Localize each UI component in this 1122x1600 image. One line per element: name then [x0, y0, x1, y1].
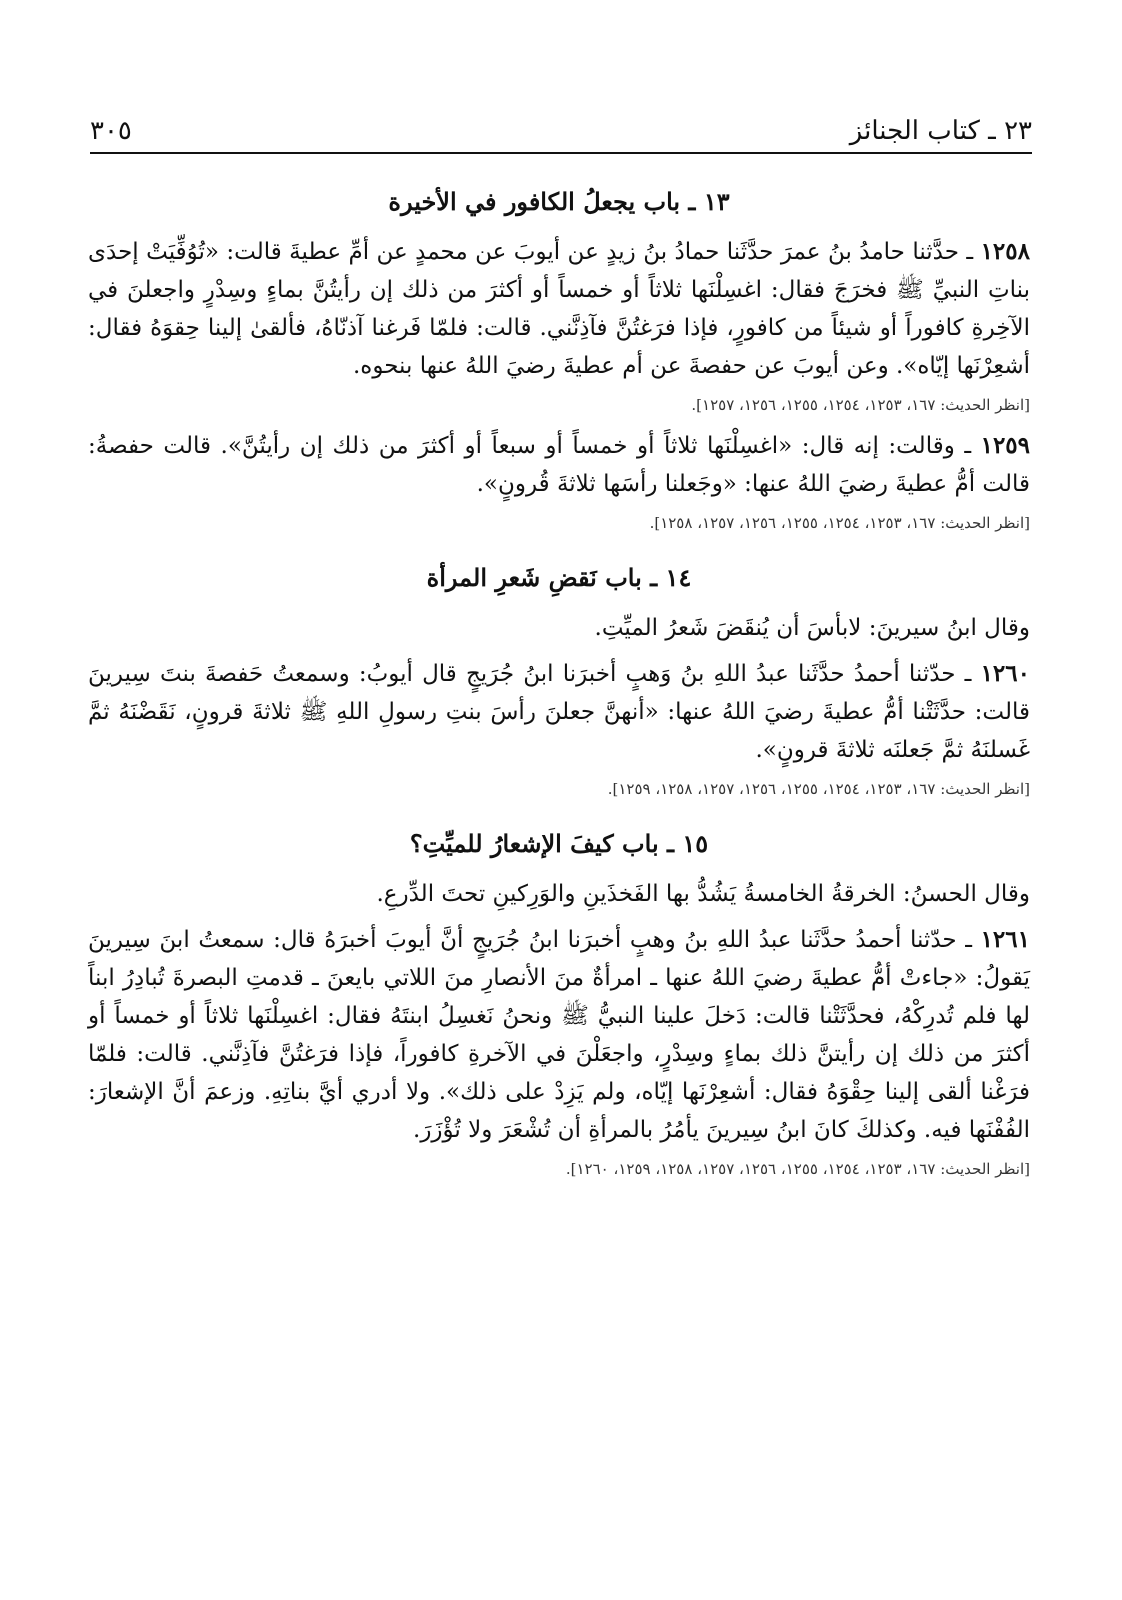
hadith-number: ١٢٥٨ [980, 238, 1030, 265]
hadith-1258 [88, 233, 1030, 385]
running-header [90, 100, 1032, 154]
hadith-text: ـ حدّثنا أحمدُ حدَّثَنا عبدُ اللهِ بنُ وهبٍ أخبرَنا ابنُ جُرَيجٍ أنَّ أيوبَ أخبرَهُ قال: سمعتُ ابنَ سِيرينَ يَقولُ: «جاءتْ أمُّ عطيةَ رضيَ اللهُ عنها ـ امرأةٌ منَ الأنصارِ منَ اللاتي بايعنَ ـ قدمتِ البصرةَ تُبادِرُ ابناً لها فلم تُدرِكْهُ، فحدَّثَتْنا قالت: دَخلَ علينا النبيُّ ﷺ ونحنُ نَغسِلُ ابنتَهُ فقال: اغسِلْنَها ثلاثاً أو خمساً أو أكثرَ من ذلك إن رأيتنَّ ذلك بماءٍ وسِدْرٍ، واجعَلْنَ في الآخرةِ كافوراً، فإذا فرَغتُنَّ فآذِنَّني. قالت: فلمّا فرَغْنا ألقى إلينا حِقْوَهُ فقال: أشعِرْنَها إيّاه، ولم يَزِدْ على ذلك». ولا أدري أيَّ بناتِهِ. وزعمَ أنَّ الإشعارَ: الفُفْنَها فيه. وكذلكَ كانَ ابنُ سِيرينَ يأمُرُ بالمرأةِ أن تُشْعَرَ ولا تُؤْزَرَ. [88, 927, 1030, 1143]
section-heading-15: ١٥ ـ باب كيفَ الإشعارُ للميِّتِ؟ [409, 829, 709, 858]
section-intro: وقال ابنُ سيرينَ: لابأسَ أن يُنقَضَ شَعرُ الميِّتِ. [594, 615, 1030, 641]
chapter-title: ٢٣ ـ كتاب الجنائز [849, 116, 1032, 146]
section-heading-14: ١٤ ـ باب نَقضِ شَعرِ المرأة [426, 563, 692, 592]
cross-reference: [انظر الحديث: ١٦٧، ١٢٥٣، ١٢٥٤، ١٢٥٥، ١٢٥٦، ١٢٥٧]. [691, 396, 1030, 414]
hadith-number: ١٢٦١ [980, 926, 1030, 953]
page-body [88, 185, 1030, 1207]
cross-reference: [انظر الحديث: ١٦٧، ١٢٥٣، ١٢٥٤، ١٢٥٥، ١٢٥٦، ١٢٥٧، ١٢٥٨]. [649, 514, 1030, 532]
cross-reference: [انظر الحديث: ١٦٧، ١٢٥٣، ١٢٥٤، ١٢٥٥، ١٢٥٦، ١٢٥٧، ١٢٥٨، ١٢٥٩، ١٢٦٠]. [565, 1160, 1030, 1178]
hadith-number: ١٢٥٩ [980, 432, 1031, 459]
section-intro: وقال الحسنُ: الخرقةُ الخامسةُ يَشُدُّ بها الفَخذَينِ والوَرِكينِ تحتَ الدِّرعِ. [376, 881, 1030, 907]
hadith-1260 [88, 655, 1030, 769]
section-heading-13: ١٣ ـ باب يجعلُ الكافور في الأخيرة [388, 187, 730, 216]
hadith-text: ـ حدَّثنا حامدُ بنُ عمرَ حدَّثَنا حمادُ بنُ زيدٍ عن أيوبَ عن محمدٍ عن أمِّ عطيةَ قالت: «تُوُفِّيَتْ إحدَى بناتِ النبيِّ ﷺ فخرَجَ فقال: اغسِلْنَها ثلاثاً أو خمساً أو أكثرَ من ذلك إن رأيتُنَّ بماءٍ وسِدْرٍ واجعلنَ في الآخِرةِ كافوراً أو شيئاً من كافورٍ، فإذا فرَغتُنَّ فآذِنَّني. قالت: فلمّا فَرغنا آذنّاهُ، فألقىٰ إلينا حِقوَهُ فقال: أشعِرْنَها إيّاه». وعن أيوبَ عن حفصةَ عن أم عطيةَ رضيَ اللهُ عنها بنحوه. [88, 239, 1030, 379]
cross-reference: [انظر الحديث: ١٦٧، ١٢٥٣، ١٢٥٤، ١٢٥٥، ١٢٥٦، ١٢٥٧، ١٢٥٨، ١٢٥٩]. [607, 780, 1030, 798]
hadith-text: ـ حدّثنا أحمدُ حدَّثَنا عبدُ اللهِ بنُ وَهبٍ أخبرَنا ابنُ جُرَيجٍ قال أيوبُ: وسمعتُ حَفصةَ بنتَ سِيرينَ قالت: حدَّثَتْنا أمُّ عطيةَ رضيَ اللهُ عنها: «أنهنَّ جعلنَ رأسَ بنتِ رسولِ اللهِ ﷺ ثلاثةَ قرونٍ، نَقَضْنَهُ ثمَّ غَسلنَهُ ثمَّ جَعلنَه ثلاثةَ قرونٍ». [88, 661, 1030, 763]
hadith-text: ـ وقالت: إنه قال: «اغسِلْنَها ثلاثاً أو خمساً أو سبعاً أو أكثرَ من ذلك إن رأيتُنَّ». قالت حفصةُ: قالت أمُّ عطيةَ رضيَ اللهُ عنها: «وجَعلنا رأسَها ثلاثةَ قُرونٍ». [88, 433, 1030, 497]
hadith-1259 [88, 427, 1030, 503]
hadith-1261 [88, 921, 1030, 1149]
page-number: ٣٠٥ [90, 116, 132, 146]
hadith-number: ١٢٦٠ [980, 660, 1030, 687]
